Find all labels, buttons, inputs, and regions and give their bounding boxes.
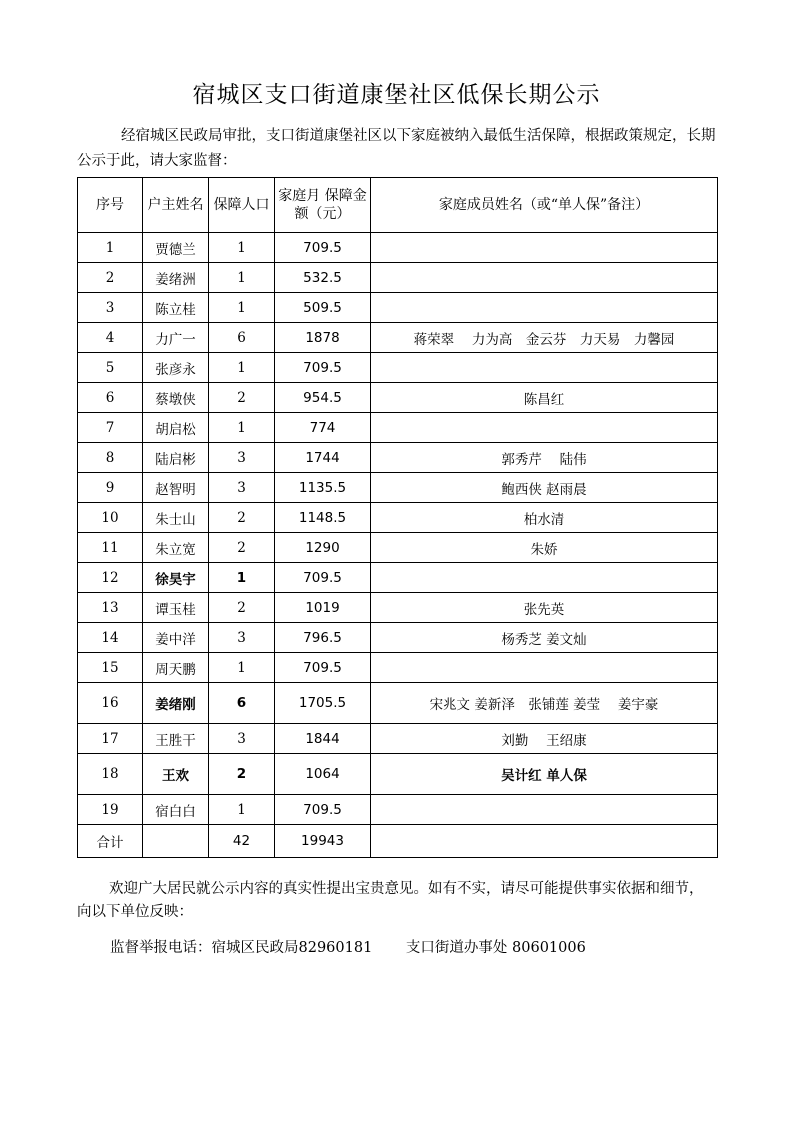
cell-people: 1 <box>209 563 275 593</box>
table-row <box>78 623 718 653</box>
cell-seq: 16 <box>78 683 143 724</box>
cell-name: 贾德兰 <box>143 233 209 263</box>
table-row <box>78 473 718 503</box>
cell-amount: 1135.5 <box>275 473 371 503</box>
cell-people: 1 <box>209 233 275 263</box>
cell-amount: 709.5 <box>275 563 371 593</box>
cell-seq: 8 <box>78 443 143 473</box>
cell-name: 姜绪洲 <box>143 263 209 293</box>
cell-members: 朱娇 <box>371 533 718 563</box>
cell-members: 张先英 <box>371 593 718 623</box>
cell-people: 1 <box>209 653 275 683</box>
table-header-row <box>78 178 718 233</box>
cell-people: 6 <box>209 323 275 353</box>
cell-amount: 532.5 <box>275 263 371 293</box>
cell-name: 陆启彬 <box>143 443 209 473</box>
cell-amount: 1148.5 <box>275 503 371 533</box>
cell-members: 柏水清 <box>371 503 718 533</box>
header-members: 家庭成员姓名（或“单人保”备注） <box>371 178 718 233</box>
allowance-table <box>77 177 718 858</box>
cell-members: 刘勤 王绍康 <box>371 724 718 754</box>
cell-name: 徐昊宇 <box>143 563 209 593</box>
table-row <box>78 724 718 754</box>
total-amount: 19943 <box>275 825 371 858</box>
cell-name: 蔡墩侠 <box>143 383 209 413</box>
cell-seq: 14 <box>78 623 143 653</box>
cell-amount: 774 <box>275 413 371 443</box>
cell-name: 姜绪刚 <box>143 683 209 724</box>
cell-members <box>371 563 718 593</box>
cell-people: 2 <box>209 383 275 413</box>
cell-name: 朱士山 <box>143 503 209 533</box>
cell-seq: 6 <box>78 383 143 413</box>
cell-people: 2 <box>209 533 275 563</box>
cell-amount: 1844 <box>275 724 371 754</box>
header-amount: 家庭月 保障金额（元） <box>275 178 371 233</box>
cell-seq: 5 <box>78 353 143 383</box>
cell-members <box>371 653 718 683</box>
table-row <box>78 653 718 683</box>
cell-seq: 4 <box>78 323 143 353</box>
table-row <box>78 383 718 413</box>
cell-people: 3 <box>209 443 275 473</box>
cell-members <box>371 293 718 323</box>
cell-amount: 1878 <box>275 323 371 353</box>
table-row <box>78 233 718 263</box>
cell-members <box>371 233 718 263</box>
cell-members: 鲍西侠 赵雨晨 <box>371 473 718 503</box>
cell-people: 1 <box>209 293 275 323</box>
cell-members <box>371 795 718 825</box>
feedback-paragraph: 欢迎广大居民就公示内容的真实性提出宝贵意见。如有不实，请尽可能提供事实依据和细节，向以下单位反映： <box>77 881 704 920</box>
cell-name: 周天鹏 <box>143 653 209 683</box>
header-people: 保障人口 <box>209 178 275 233</box>
cell-seq: 3 <box>78 293 143 323</box>
cell-people: 6 <box>209 683 275 724</box>
cell-people: 1 <box>209 413 275 443</box>
cell-seq: 19 <box>78 795 143 825</box>
cell-seq: 17 <box>78 724 143 754</box>
table-row <box>78 293 718 323</box>
cell-people: 3 <box>209 724 275 754</box>
cell-amount: 954.5 <box>275 383 371 413</box>
cell-people: 3 <box>209 473 275 503</box>
cell-name: 王欢 <box>143 754 209 795</box>
cell-amount: 1064 <box>275 754 371 795</box>
cell-amount: 1705.5 <box>275 683 371 724</box>
header-name: 户主姓名 <box>143 178 209 233</box>
cell-amount: 709.5 <box>275 653 371 683</box>
cell-seq: 18 <box>78 754 143 795</box>
cell-name: 王胜干 <box>143 724 209 754</box>
cell-people: 1 <box>209 263 275 293</box>
cell-amount: 796.5 <box>275 623 371 653</box>
cell-name: 胡启松 <box>143 413 209 443</box>
cell-name: 陈立桂 <box>143 293 209 323</box>
table-row <box>78 795 718 825</box>
table-row <box>78 683 718 724</box>
header-seq: 序号 <box>78 178 143 233</box>
cell-seq: 10 <box>78 503 143 533</box>
cell-amount: 1744 <box>275 443 371 473</box>
cell-amount: 709.5 <box>275 795 371 825</box>
cell-name: 朱立宽 <box>143 533 209 563</box>
table-row <box>78 503 718 533</box>
cell-members: 吴计红 单人保 <box>371 754 718 795</box>
cell-seq: 15 <box>78 653 143 683</box>
table-row <box>78 533 718 563</box>
total-empty <box>143 825 209 858</box>
table-row <box>78 413 718 443</box>
cell-seq: 11 <box>78 533 143 563</box>
table-row <box>78 754 718 795</box>
total-people: 42 <box>209 825 275 858</box>
cell-members: 宋兆文 姜新泽 张铺莲 姜莹 姜宇豪 <box>371 683 718 724</box>
cell-name: 张彦永 <box>143 353 209 383</box>
cell-members <box>371 413 718 443</box>
table-row <box>78 323 718 353</box>
cell-people: 2 <box>209 503 275 533</box>
cell-amount: 509.5 <box>275 293 371 323</box>
cell-members <box>371 263 718 293</box>
cell-amount: 709.5 <box>275 353 371 383</box>
cell-members: 陈昌红 <box>371 383 718 413</box>
cell-people: 2 <box>209 754 275 795</box>
cell-seq: 13 <box>78 593 143 623</box>
contact-line: 监督举报电话：宿城区民政局82960181 支口街道办事处 80601006 <box>110 940 586 956</box>
intro-paragraph: 经宿城区民政局审批，支口街道康堡社区以下家庭被纳入最低生活保障，根据政策规定，长期公示于此，请大家监督： <box>77 128 716 169</box>
cell-people: 3 <box>209 623 275 653</box>
table-row <box>78 263 718 293</box>
cell-name: 宿白白 <box>143 795 209 825</box>
cell-seq: 7 <box>78 413 143 443</box>
cell-seq: 2 <box>78 263 143 293</box>
page-title: 宿城区支口街道康堡社区低保长期公示 <box>192 82 601 108</box>
cell-amount: 1019 <box>275 593 371 623</box>
cell-name: 谭玉桂 <box>143 593 209 623</box>
table-row <box>78 443 718 473</box>
table-row <box>78 563 718 593</box>
table-total-row <box>78 825 718 858</box>
cell-members: 杨秀芝 姜文灿 <box>371 623 718 653</box>
cell-amount: 1290 <box>275 533 371 563</box>
cell-members: 蒋荣翠 力为高 金云芬 力天易 力馨园 <box>371 323 718 353</box>
cell-amount: 709.5 <box>275 233 371 263</box>
total-members-empty <box>371 825 718 858</box>
cell-name: 力广一 <box>143 323 209 353</box>
cell-people: 1 <box>209 795 275 825</box>
cell-name: 姜中洋 <box>143 623 209 653</box>
total-label: 合计 <box>78 825 143 858</box>
cell-people: 1 <box>209 353 275 383</box>
cell-members: 郭秀芹 陆伟 <box>371 443 718 473</box>
cell-seq: 1 <box>78 233 143 263</box>
cell-people: 2 <box>209 593 275 623</box>
cell-seq: 9 <box>78 473 143 503</box>
cell-members <box>371 353 718 383</box>
table-row <box>78 593 718 623</box>
cell-seq: 12 <box>78 563 143 593</box>
cell-name: 赵智明 <box>143 473 209 503</box>
table-row <box>78 353 718 383</box>
